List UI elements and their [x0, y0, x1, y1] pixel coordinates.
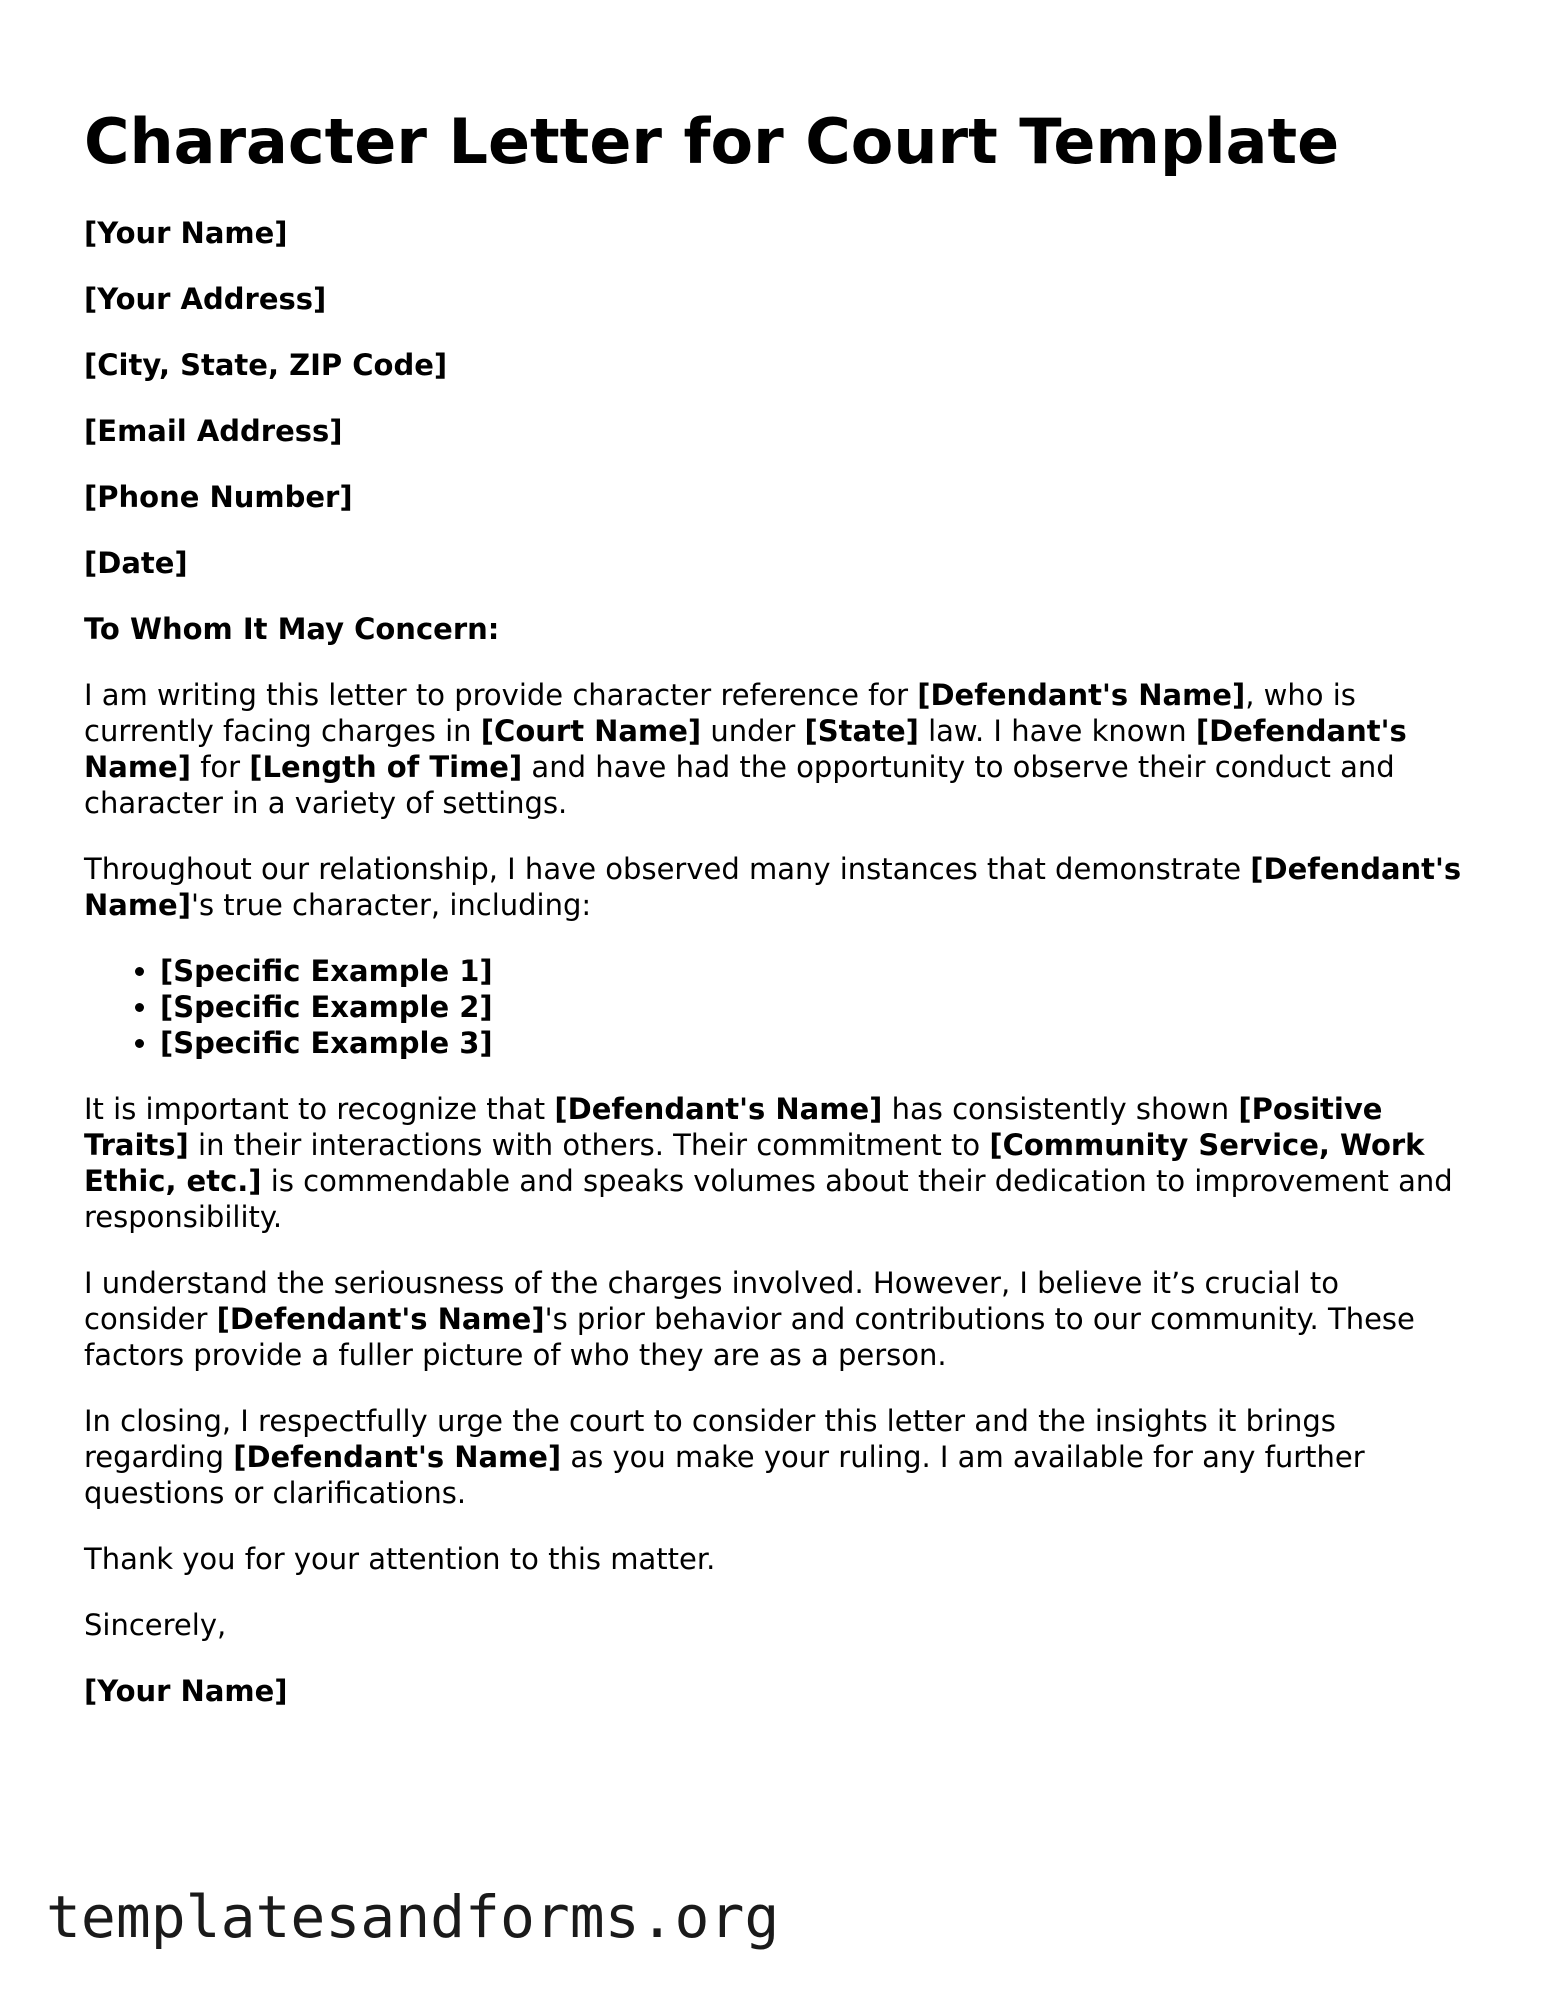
text: Throughout our relationship, I have observed many instances that demonstrate: [84, 852, 1251, 886]
text: In closing, I respectfully urge the court to consider this letter and the insights it brings regarding: [84, 1404, 1336, 1474]
placeholder-court-name: [Court Name]: [480, 714, 702, 748]
placeholder-length-of-time: [Length of Time]: [249, 750, 523, 784]
sender-phone: [Phone Number]: [84, 480, 353, 514]
letter-date: [Date]: [84, 546, 188, 580]
placeholder-defendant-name: [Defendant's Name]: [233, 1440, 562, 1474]
page-title: Character Letter for Court Template: [84, 105, 1340, 178]
placeholder-defendant-name: [Defendant's Name]: [554, 1092, 883, 1126]
placeholder-defendant-name: [Defendant's Name]: [84, 714, 1407, 784]
paragraph-traits: [84, 1091, 1464, 1235]
text: 's true character, including:: [190, 888, 592, 922]
paragraph-closing: [84, 1403, 1464, 1511]
text: It is important to recognize that: [84, 1092, 555, 1126]
salutation: To Whom It May Concern:: [84, 612, 500, 646]
placeholder-defendant-name: [Defendant's Name]: [84, 852, 1462, 922]
text: under: [701, 714, 805, 748]
list-item: • [Specific Example 2]: [160, 989, 1464, 1025]
sender-city-state-zip: [City, State, ZIP Code]: [84, 348, 448, 382]
placeholder-defendant-name: [Defendant's Name]: [216, 1302, 545, 1336]
text: 's prior behavior and contributions to our community. These factors provide a fuller picture of who they are as a person.: [84, 1302, 1415, 1372]
paragraph-observations: [84, 851, 1464, 923]
paragraph-intro: [84, 677, 1464, 821]
sender-name: [Your Name]: [84, 216, 288, 250]
signature-name: [Your Name]: [84, 1674, 288, 1708]
placeholder-state: [State]: [804, 714, 919, 748]
text: for: [190, 750, 250, 784]
text: I am writing this letter to provide character reference for: [84, 678, 918, 712]
placeholder-defendant-name: [Defendant's Name]: [917, 678, 1246, 712]
sender-email: [Email Address]: [84, 414, 343, 448]
letter-body: [84, 215, 1464, 1739]
text: and have had the opportunity to observe their conduct and character in a variety of settings.: [84, 750, 1395, 820]
closing-line: Sincerely,: [84, 1608, 227, 1642]
text: in their interactions with others. Their commitment to: [188, 1128, 990, 1162]
placeholder-commitment: [Community Service, Work Ethic, etc.]: [84, 1128, 1425, 1198]
text: , who is currently facing charges in: [84, 678, 1356, 748]
site-watermark: templatesandforms.org: [46, 1883, 780, 1951]
text: I understand the seriousness of the charges involved. However, I believe it’s crucial to consider: [84, 1266, 1339, 1336]
list-item: • [Specific Example 1]: [160, 953, 1464, 989]
text: as you make your ruling. I am available for any further questions or clarifications.: [84, 1440, 1365, 1510]
paragraph-seriousness: [84, 1265, 1464, 1373]
text: law. I have known: [918, 714, 1196, 748]
text: is commendable and speaks volumes about their dedication to improvement and responsibility.: [84, 1164, 1453, 1234]
placeholder-positive-traits: [Positive Traits]: [84, 1092, 1383, 1162]
list-item: • [Specific Example 3]: [160, 1025, 1464, 1061]
thanks-line: Thank you for your attention to this matter.: [84, 1542, 716, 1576]
sender-address: [Your Address]: [84, 282, 327, 316]
text: has consistently shown: [882, 1092, 1239, 1126]
examples-list: [84, 953, 1464, 1061]
